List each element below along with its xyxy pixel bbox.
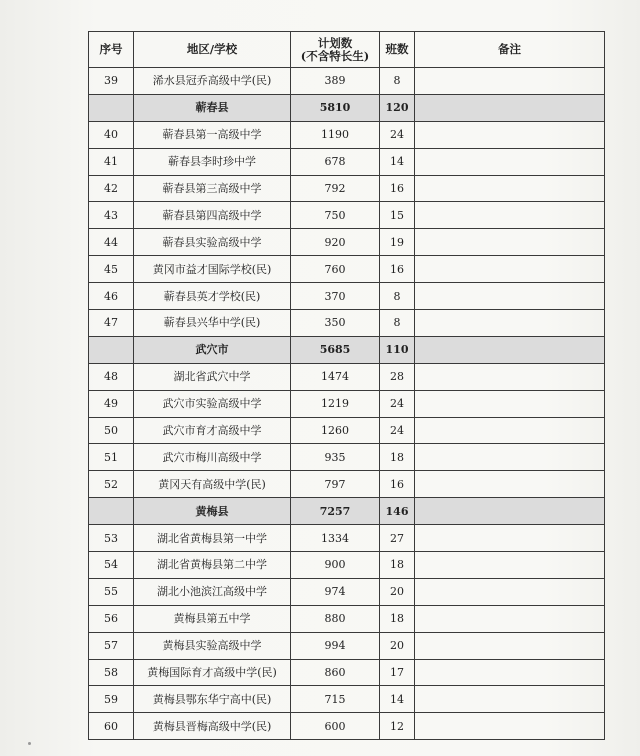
enrollment-plan-table [88, 31, 605, 740]
table-row [89, 632, 605, 659]
cell-remark [415, 444, 605, 471]
cell-no: 58 [89, 659, 134, 686]
cell-no [89, 94, 134, 121]
scan-speck [28, 742, 31, 745]
cell-no: 53 [89, 525, 134, 552]
cell-school: 湖北省武穴中学 [134, 363, 291, 390]
cell-remark [415, 256, 605, 283]
cell-no: 57 [89, 632, 134, 659]
cell-no: 40 [89, 121, 134, 148]
cell-classes: 14 [380, 148, 415, 175]
cell-school: 蕲春县第一高级中学 [134, 121, 291, 148]
cell-no: 52 [89, 471, 134, 498]
cell-no: 51 [89, 444, 134, 471]
cell-remark [415, 390, 605, 417]
cell-classes: 146 [380, 498, 415, 525]
cell-plan: 797 [291, 471, 380, 498]
cell-remark [415, 202, 605, 229]
cell-classes: 24 [380, 390, 415, 417]
cell-plan: 1474 [291, 363, 380, 390]
cell-plan: 860 [291, 659, 380, 686]
cell-school: 浠水县冠乔高级中学(民) [134, 68, 291, 95]
cell-plan: 389 [291, 68, 380, 95]
header-remark: 备注 [415, 32, 605, 68]
cell-plan: 974 [291, 578, 380, 605]
cell-plan: 678 [291, 148, 380, 175]
cell-school: 武穴市育才高级中学 [134, 417, 291, 444]
cell-school: 黄冈市益才国际学校(民) [134, 256, 291, 283]
cell-remark [415, 310, 605, 337]
cell-remark [415, 686, 605, 713]
cell-classes: 27 [380, 525, 415, 552]
cell-no: 55 [89, 578, 134, 605]
table-row [89, 578, 605, 605]
header-plan [291, 32, 380, 68]
cell-remark [415, 363, 605, 390]
cell-remark [415, 148, 605, 175]
cell-no: 42 [89, 175, 134, 202]
cell-remark [415, 121, 605, 148]
region-subtotal-row [89, 336, 605, 363]
table-row [89, 525, 605, 552]
cell-remark [415, 68, 605, 95]
cell-plan: 900 [291, 552, 380, 579]
cell-school: 武穴市 [134, 336, 291, 363]
table-row [89, 175, 605, 202]
cell-plan: 350 [291, 310, 380, 337]
cell-classes: 16 [380, 175, 415, 202]
cell-school: 黄梅县 [134, 498, 291, 525]
cell-school: 湖北省黄梅县第二中学 [134, 552, 291, 579]
cell-no: 48 [89, 363, 134, 390]
cell-plan: 370 [291, 283, 380, 310]
table-body [89, 68, 605, 740]
cell-classes: 14 [380, 686, 415, 713]
cell-remark [415, 605, 605, 632]
cell-school: 武穴市实验高级中学 [134, 390, 291, 417]
cell-no: 44 [89, 229, 134, 256]
cell-remark [415, 632, 605, 659]
cell-no: 50 [89, 417, 134, 444]
cell-plan: 7257 [291, 498, 380, 525]
cell-no: 41 [89, 148, 134, 175]
cell-classes: 16 [380, 256, 415, 283]
cell-school: 黄梅县第五中学 [134, 605, 291, 632]
table-row [89, 444, 605, 471]
table-row [89, 417, 605, 444]
cell-school: 蕲春县李时珍中学 [134, 148, 291, 175]
cell-no [89, 498, 134, 525]
cell-school: 蕲春县第四高级中学 [134, 202, 291, 229]
cell-remark [415, 552, 605, 579]
table-row [89, 713, 605, 740]
cell-plan: 792 [291, 175, 380, 202]
cell-no: 47 [89, 310, 134, 337]
cell-plan: 760 [291, 256, 380, 283]
cell-classes: 8 [380, 310, 415, 337]
cell-classes: 18 [380, 605, 415, 632]
cell-plan: 5685 [291, 336, 380, 363]
table-row [89, 202, 605, 229]
cell-classes: 18 [380, 444, 415, 471]
cell-school: 黄冈天有高级中学(民) [134, 471, 291, 498]
cell-plan: 600 [291, 713, 380, 740]
region-subtotal-row [89, 498, 605, 525]
cell-remark [415, 94, 605, 121]
cell-plan: 920 [291, 229, 380, 256]
cell-classes: 20 [380, 578, 415, 605]
cell-no: 49 [89, 390, 134, 417]
cell-no: 43 [89, 202, 134, 229]
header-plan-line1: 计划数 [317, 35, 353, 50]
cell-plan: 880 [291, 605, 380, 632]
table-row [89, 552, 605, 579]
cell-classes: 18 [380, 552, 415, 579]
table-row [89, 363, 605, 390]
cell-no: 45 [89, 256, 134, 283]
cell-school: 蕲春县实验高级中学 [134, 229, 291, 256]
table-row [89, 310, 605, 337]
cell-classes: 120 [380, 94, 415, 121]
cell-plan: 1334 [291, 525, 380, 552]
cell-remark [415, 283, 605, 310]
cell-plan: 5810 [291, 94, 380, 121]
cell-no: 59 [89, 686, 134, 713]
cell-school: 蕲春县兴华中学(民) [134, 310, 291, 337]
cell-remark [415, 417, 605, 444]
cell-no: 54 [89, 552, 134, 579]
cell-no: 39 [89, 68, 134, 95]
cell-remark [415, 525, 605, 552]
cell-remark [415, 471, 605, 498]
table-header-row [89, 32, 605, 68]
cell-no [89, 336, 134, 363]
cell-classes: 19 [380, 229, 415, 256]
cell-school: 黄梅县实验高级中学 [134, 632, 291, 659]
cell-plan: 994 [291, 632, 380, 659]
table-row [89, 605, 605, 632]
cell-no: 56 [89, 605, 134, 632]
table-row [89, 283, 605, 310]
cell-classes: 8 [380, 283, 415, 310]
cell-remark [415, 713, 605, 740]
region-subtotal-row [89, 94, 605, 121]
cell-plan: 715 [291, 686, 380, 713]
cell-plan: 1260 [291, 417, 380, 444]
cell-remark [415, 578, 605, 605]
table-row [89, 148, 605, 175]
cell-school: 蕲春县第三高级中学 [134, 175, 291, 202]
cell-classes: 24 [380, 121, 415, 148]
table-row [89, 121, 605, 148]
cell-classes: 16 [380, 471, 415, 498]
cell-school: 蕲春县英才学校(民) [134, 283, 291, 310]
cell-classes: 8 [380, 68, 415, 95]
cell-school: 黄梅县鄂东华宁高中(民) [134, 686, 291, 713]
cell-school: 湖北小池滨江高级中学 [134, 578, 291, 605]
header-school: 地区/学校 [134, 32, 291, 68]
cell-plan: 935 [291, 444, 380, 471]
cell-school: 湖北省黄梅县第一中学 [134, 525, 291, 552]
header-plan-line2: (不含特长生) [300, 48, 370, 63]
cell-no: 46 [89, 283, 134, 310]
cell-classes: 12 [380, 713, 415, 740]
cell-remark [415, 498, 605, 525]
cell-remark [415, 336, 605, 363]
cell-classes: 28 [380, 363, 415, 390]
cell-school: 黄梅国际育才高级中学(民) [134, 659, 291, 686]
cell-school: 武穴市梅川高级中学 [134, 444, 291, 471]
cell-classes: 110 [380, 336, 415, 363]
cell-remark [415, 229, 605, 256]
cell-plan: 750 [291, 202, 380, 229]
cell-school: 蕲春县 [134, 94, 291, 121]
table-row [89, 659, 605, 686]
cell-classes: 20 [380, 632, 415, 659]
cell-classes: 15 [380, 202, 415, 229]
header-no: 序号 [89, 32, 134, 68]
cell-classes: 17 [380, 659, 415, 686]
table-row [89, 471, 605, 498]
cell-school: 黄梅县晋梅高级中学(民) [134, 713, 291, 740]
cell-classes: 24 [380, 417, 415, 444]
table-row [89, 390, 605, 417]
table-row [89, 686, 605, 713]
table-row [89, 229, 605, 256]
header-classes: 班数 [380, 32, 415, 68]
table-row [89, 256, 605, 283]
table-row [89, 68, 605, 95]
cell-remark [415, 175, 605, 202]
cell-remark [415, 659, 605, 686]
cell-plan: 1219 [291, 390, 380, 417]
cell-no: 60 [89, 713, 134, 740]
cell-plan: 1190 [291, 121, 380, 148]
